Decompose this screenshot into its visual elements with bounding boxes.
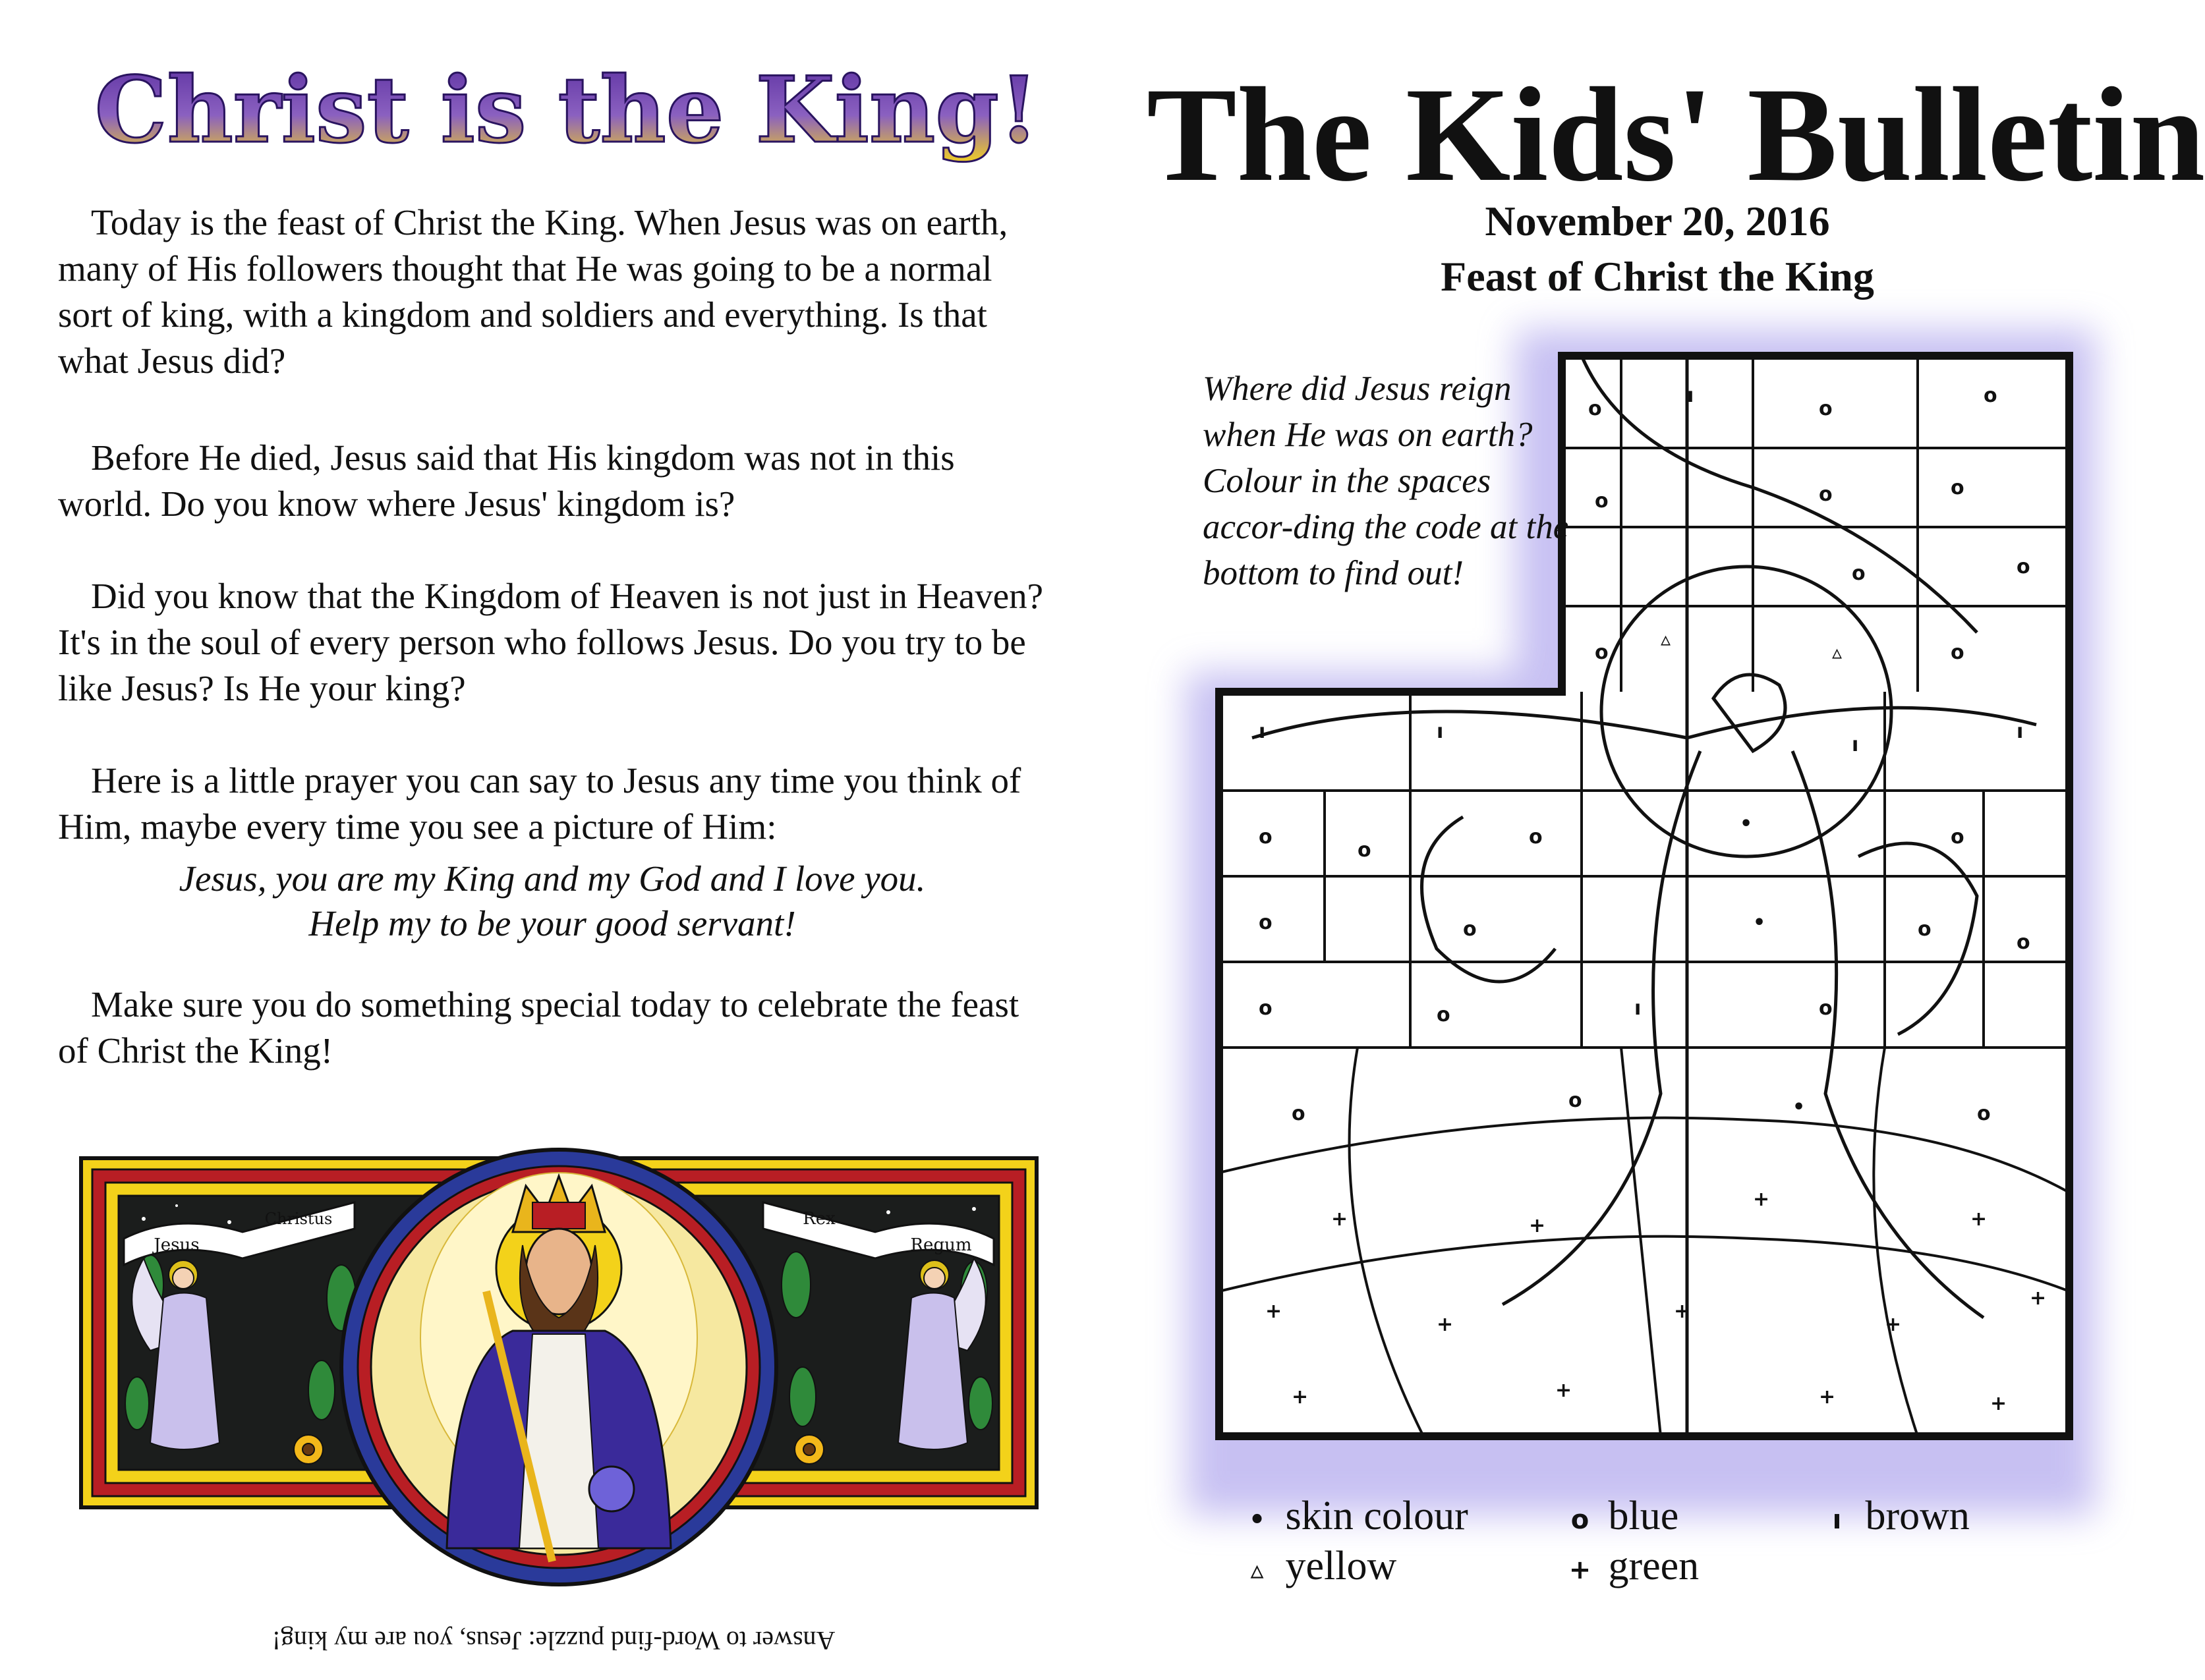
svg-text:o: o bbox=[1259, 911, 1273, 934]
svg-text:o: o bbox=[1292, 1102, 1305, 1125]
colour-key bbox=[1239, 1492, 2096, 1604]
key-item-brown bbox=[1819, 1492, 1970, 1544]
svg-text:o: o bbox=[1568, 1089, 1582, 1112]
key-symbol-tick-icon: ı bbox=[1832, 1504, 1842, 1535]
svg-text:+: + bbox=[1265, 1300, 1282, 1323]
banner-word-regum: Regum bbox=[910, 1235, 972, 1255]
key-symbol-circle-icon: o bbox=[1570, 1504, 1589, 1535]
svg-text:o: o bbox=[1529, 826, 1543, 849]
svg-text:•: • bbox=[1792, 1096, 1806, 1119]
banner-word-rex: Rex bbox=[803, 1209, 836, 1229]
key-symbol-triangle-icon: ▵ bbox=[1250, 1554, 1264, 1585]
svg-text:ı: ı bbox=[2017, 720, 2024, 743]
svg-text:o: o bbox=[1463, 918, 1477, 941]
intro-paragraph: Today is the feast of Christ the King. When Jesus was on earth, many of His followers thought that He was going to be a normal sort of king, with a kingdom and soldiers and everything. Is that what Jesus did? bbox=[58, 202, 1008, 381]
svg-text:o: o bbox=[1819, 997, 1833, 1020]
svg-text:o: o bbox=[1437, 1003, 1450, 1026]
svg-text:o: o bbox=[1852, 562, 1866, 585]
crown-cap bbox=[532, 1202, 585, 1229]
svg-text:+: + bbox=[1437, 1313, 1454, 1336]
bulletin-date: November 20, 2016 bbox=[1485, 198, 1830, 244]
svg-text:•: • bbox=[1740, 812, 1753, 835]
svg-text:o: o bbox=[1358, 839, 1371, 862]
svg-text:o: o bbox=[1951, 826, 1964, 849]
king-tunic bbox=[519, 1334, 598, 1548]
svg-text:o: o bbox=[1819, 397, 1833, 420]
puzzle-instructions: Where did Jesus reign when He was on earth? Colour in the spaces accor-ding the code at the bottom to find out! bbox=[1203, 370, 1569, 592]
svg-text:+: + bbox=[2030, 1287, 2047, 1310]
prayer-line-1: Jesus, you are my King and my God and I love you. bbox=[179, 858, 926, 899]
page-title: The Kids' Bulletin bbox=[1147, 60, 2205, 210]
svg-text:▵: ▵ bbox=[1832, 641, 1843, 664]
key-label-brown: brown bbox=[1865, 1494, 1970, 1538]
left-title-text: Christ is the King! bbox=[94, 56, 1039, 163]
svg-text:o: o bbox=[2017, 555, 2030, 578]
king-orb bbox=[589, 1467, 634, 1511]
svg-text:ı: ı bbox=[1437, 720, 1444, 743]
svg-text:o: o bbox=[1588, 397, 1602, 420]
svg-text:ı: ı bbox=[1687, 384, 1694, 407]
feast-name: Feast of Christ the King bbox=[1441, 253, 1874, 300]
key-symbol-plus-icon: + bbox=[1568, 1554, 1591, 1585]
svg-text:+: + bbox=[1970, 1208, 1988, 1231]
svg-text:o: o bbox=[1977, 1102, 1991, 1125]
svg-text:+: + bbox=[1753, 1188, 1770, 1211]
key-label-green: green bbox=[1608, 1544, 1700, 1588]
svg-text:+: + bbox=[1674, 1300, 1691, 1323]
svg-text:o: o bbox=[1951, 641, 1964, 664]
kingdom-paragraph: Before He died, Jesus said that His kingdom was not in this world. Do you know where Jesus' kingdom is? bbox=[58, 437, 955, 524]
prayer-text bbox=[58, 856, 1046, 946]
key-label-skin: skin colour bbox=[1285, 1494, 1468, 1538]
christ-king-banner bbox=[78, 1140, 1040, 1588]
svg-text:o: o bbox=[2017, 931, 2030, 954]
svg-text:o: o bbox=[1918, 918, 1932, 941]
key-symbol-dot-icon: • bbox=[1248, 1504, 1266, 1535]
prayer-intro-paragraph: Here is a little prayer you can say to Jesus any time you think of Him, maybe every time you see a picture of Him: bbox=[58, 760, 1021, 847]
key-item-skin bbox=[1239, 1492, 1468, 1544]
svg-text:ı: ı bbox=[1634, 997, 1642, 1020]
svg-text:+: + bbox=[1819, 1386, 1836, 1409]
svg-text:o: o bbox=[1984, 384, 1997, 407]
svg-text:ı: ı bbox=[1259, 720, 1266, 743]
svg-text:ı: ı bbox=[1852, 733, 1859, 756]
svg-text:+: + bbox=[1529, 1214, 1546, 1237]
key-item-blue bbox=[1562, 1492, 1678, 1544]
key-label-blue: blue bbox=[1608, 1494, 1679, 1538]
svg-text:+: + bbox=[1555, 1379, 1572, 1402]
key-label-yellow: yellow bbox=[1285, 1544, 1397, 1588]
svg-text:o: o bbox=[1259, 826, 1273, 849]
svg-text:o: o bbox=[1595, 641, 1609, 664]
left-title bbox=[94, 53, 1039, 171]
svg-text:+: + bbox=[1990, 1392, 2007, 1415]
key-item-green bbox=[1562, 1542, 1699, 1594]
svg-text:+: + bbox=[1331, 1208, 1348, 1231]
svg-text:+: + bbox=[1292, 1386, 1309, 1409]
banner-word-christus: Christus bbox=[264, 1210, 333, 1228]
svg-text:▵: ▵ bbox=[1661, 628, 1671, 651]
prayer-line-2: Help my to be your good servant! bbox=[308, 903, 796, 943]
svg-text:o: o bbox=[1819, 483, 1833, 506]
key-item-yellow bbox=[1239, 1542, 1396, 1594]
svg-text:+: + bbox=[1885, 1313, 1902, 1336]
svg-text:o: o bbox=[1951, 476, 1964, 499]
closing-paragraph: Make sure you do something special today to celebrate the feast of Christ the King! bbox=[58, 984, 1019, 1071]
answer-note-upside-down: Answer to Word-find puzzle: Jesus, you are my king! bbox=[272, 1626, 836, 1656]
svg-text:•: • bbox=[1753, 911, 1766, 934]
banner-word-jesus: Jesus bbox=[154, 1235, 200, 1255]
svg-text:o: o bbox=[1259, 997, 1273, 1020]
heaven-paragraph: Did you know that the Kingdom of Heaven is not just in Heaven? It's in the soul of every person who follows Jesus. Do you try to be like Jesus? Is He your king? bbox=[58, 576, 1044, 708]
svg-text:o: o bbox=[1595, 490, 1609, 513]
